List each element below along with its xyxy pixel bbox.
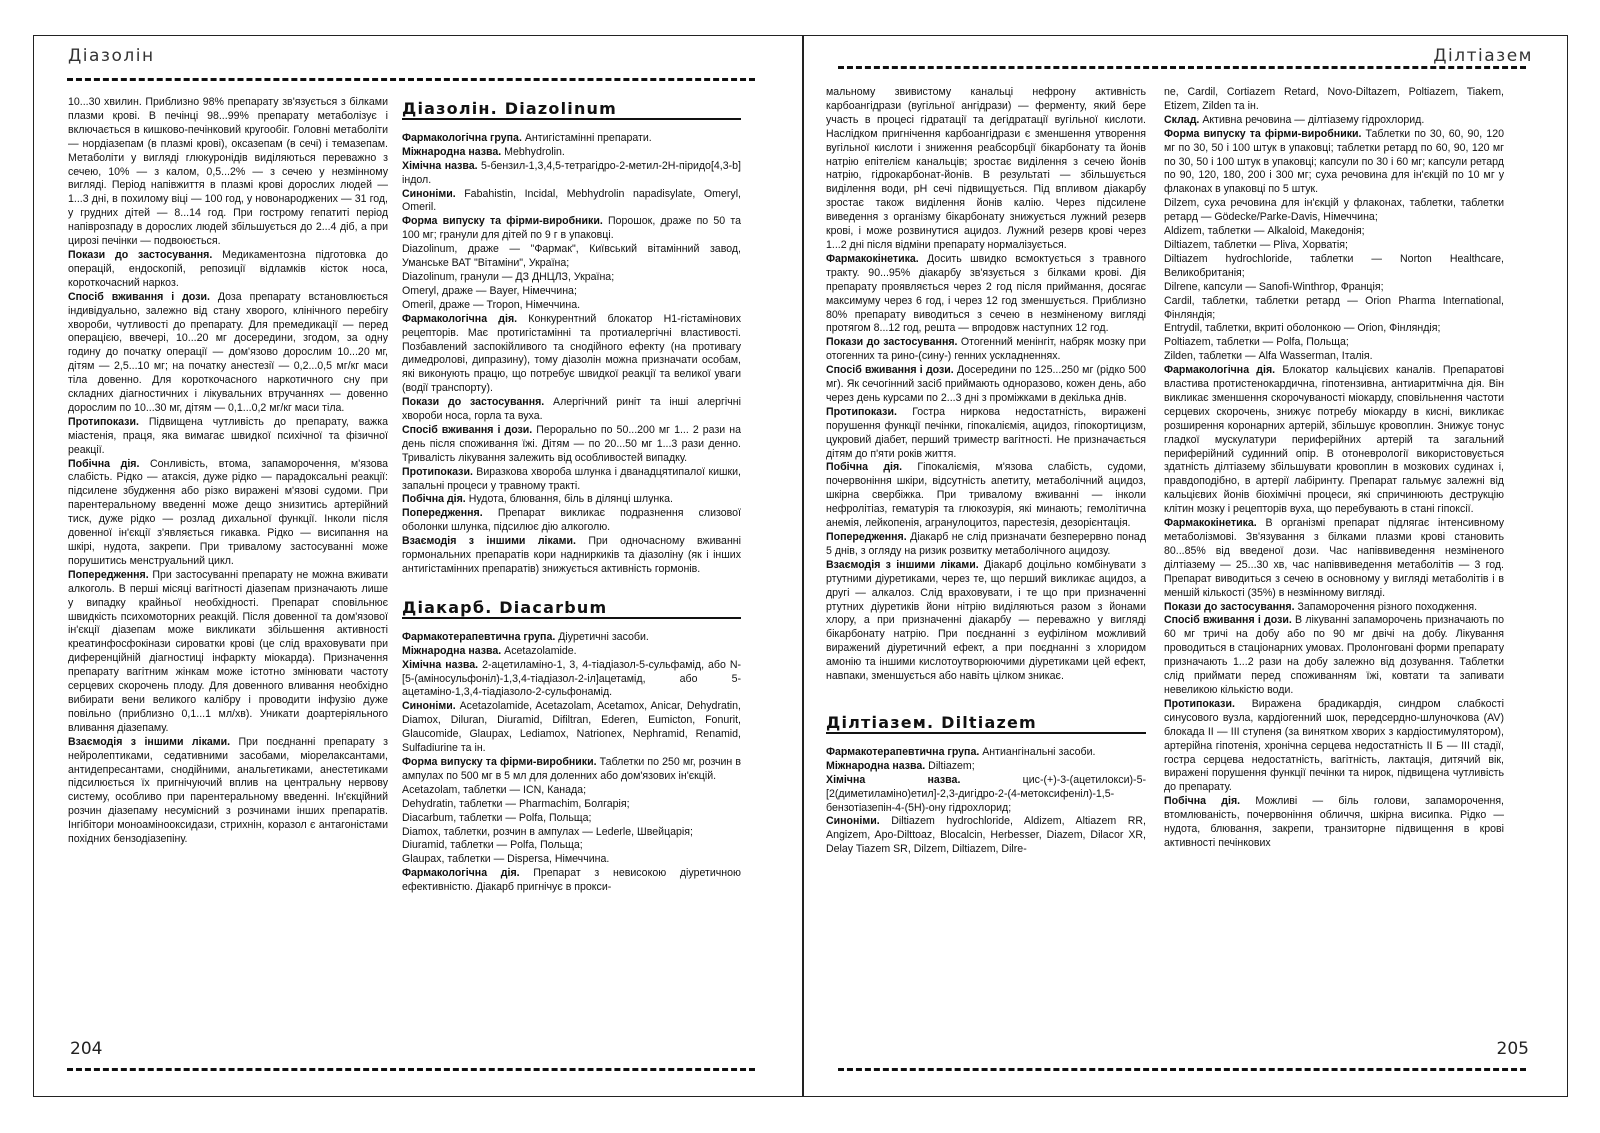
section-text: Виразкова хвороба шлунка і дванадцятипалої кишки, запальні процеси у травному тракті. — [402, 465, 741, 492]
section-text: цис-(+)-3-(ацетилокси)-5-[2(диметиламіно)етил]-2,3-дигідро-2-(4-метоксифеніл)-1,5-бензотіазепін-4-(5Н)-ону гідрохлорид; — [826, 773, 1146, 814]
section-text: Перорально по 50...200 мг 1... 2 рази на день після споживання їжі. Дітям — по 20...50 мг 1...3 рази денно. Тривалість лікування залежить від особливостей випадку. — [402, 423, 742, 464]
paragraph — [826, 531, 1146, 559]
paragraph — [826, 746, 1146, 760]
paragraph — [402, 784, 741, 798]
drug-title-diacarb: Діакарб. Diacarbum — [402, 597, 608, 617]
section-label: Попередження. — [68, 568, 149, 581]
section-text: Діуретичні засоби. — [555, 630, 649, 643]
paragraph — [1164, 295, 1504, 323]
section-text: Zilden, таблетки — Alfa Wasserman, Італія. — [1164, 350, 1373, 363]
section-text: Diacarbum, таблетки — Polfa, Польща; — [402, 811, 592, 824]
paragraph — [402, 756, 741, 784]
section-text: Acetazolamide, Acetazolam, Acetamox, Anicar, Dehydratin, Diamox, Diluran, Diuramid, Difiltran, Ederen, Eumicton, Fonurit, Glaucomide, Glaupax, Lediamox, Natrionex, Nephramid, Renamid, Sulfadiurine та ін. — [402, 700, 741, 755]
header-rule — [67, 78, 755, 81]
section-label: Синоніми. — [402, 187, 456, 200]
section-label: Фармакокінетика. — [1164, 517, 1257, 530]
section-label: Побічна дія. — [68, 457, 140, 470]
section-text: 2-ацетиламіно-1, 3, 4-тіадіазол-5-сульфамід, або N-[5-(аміносульфоніл)-1,3,4-тіадіазол-2-іл]ацетамід, або 5-ацетаміно-1,3,4-тіадіазоло-2-сульфонамід. — [402, 658, 741, 699]
paragraph — [402, 160, 741, 188]
paragraph — [1164, 517, 1504, 600]
paragraph — [68, 458, 388, 569]
section-label: Спосіб вживання і дози. — [826, 364, 954, 377]
right-column-2 — [1164, 86, 1504, 851]
paragraph — [402, 631, 741, 645]
paragraph — [402, 535, 741, 577]
paragraph — [1164, 86, 1504, 114]
right-column-1 — [826, 86, 1146, 857]
section-text: Dilzem, суха речовина для ін'єкцій у флаконах, таблетки, таблетки ретард — Gödecke/Parke-Davis, Німеччина; — [1164, 197, 1504, 224]
section-label: Спосіб вживання і дози. — [402, 423, 533, 436]
section-text: Diltiazem, таблетки — Pliva, Хорватія; — [1164, 238, 1348, 251]
paragraph — [402, 285, 741, 299]
paragraph — [826, 336, 1146, 364]
section-text: Алергічний риніт та інші алергічні хвороби носа, горла та вуха. — [402, 396, 742, 423]
section-label: Міжнародна назва. — [402, 644, 502, 657]
paragraph — [1164, 128, 1504, 198]
section-text: Препарат викликає подразнення слизової оболонки шлунка, підсилює дію алкоголю. — [402, 507, 741, 534]
section-text: Diltiazem hydrochloride, таблетки — Norton Healthcare, Великобританія; — [1164, 252, 1504, 279]
paragraph — [402, 867, 741, 895]
section-text: При поєднанні препарату з нейролептиками, седативними засобами, міорелаксантами, антидепресантами, снодійними, анальгетиками, анестетиками підсилюється їх пригнічуючий вплив на центральну нервову систему, особливо при парентеральному введенні. Ін'єкційний розчин діазепаму несумісний з розчинами інших препаратів. Інгібітори моноамінооксидази, стрихнін, коразол є антагоністами похідних бензодіазепіну. — [68, 735, 388, 846]
section-text: Poltiazem, таблетки — Polfa, Польща; — [1164, 336, 1349, 349]
paragraph — [402, 188, 741, 216]
section-label: Протипокази. — [402, 465, 473, 478]
section-label: Синоніми. — [402, 700, 456, 713]
section-text: Cardil, таблетки, таблетки ретард — Orion Pharma International, Фінляндія; — [1164, 294, 1504, 321]
paragraph — [402, 798, 741, 812]
paragraph — [68, 291, 388, 416]
paragraph — [402, 812, 741, 826]
paragraph — [402, 271, 741, 285]
paragraph — [826, 86, 1146, 253]
drug-entry-diazolin — [402, 132, 741, 577]
drug-entry-diacarb — [402, 631, 741, 895]
section-label: Покази до застосування. — [1164, 600, 1295, 613]
section-text: Діакарб не слід призначати безперервно понад 5 днів, з огляду на ризик розвитку метаболічного ацидозу. — [826, 531, 1146, 557]
paragraph — [68, 249, 388, 291]
paragraph — [1164, 253, 1504, 281]
paragraph — [826, 815, 1146, 857]
page-number: 204 — [70, 1039, 103, 1059]
paragraph — [826, 364, 1146, 406]
paragraph — [402, 507, 741, 535]
paragraph — [402, 645, 741, 659]
footer-rule — [67, 1068, 755, 1071]
section-text: Diamox, таблетки, розчин в ампулах — Lederle, Швейцарія; — [402, 825, 693, 838]
section-text: Запаморочення різного походження. — [1294, 600, 1478, 613]
section-text: Можливі — біль голови, запаморочення, втомлюваність, почервоніння обличчя, шкірна висипка. Рідко — нудота, блювання, закрепи, транзиторне підвищення в крові активності печінкових — [1164, 795, 1504, 849]
section-label: Покази до застосування. — [68, 248, 213, 261]
paragraph — [826, 559, 1146, 684]
right-page — [803, 35, 1568, 1097]
section-text: Порошок, драже по 50 та 100 мг; гранули для дітей по 9 г в упаковці. — [402, 215, 741, 242]
section-label: Хімічна назва. — [402, 159, 478, 172]
section-text: Aldizem, таблетки — Alkaloid, Македонія; — [1164, 225, 1365, 238]
section-label: Хімічна назва. — [402, 658, 479, 671]
paragraph — [402, 493, 741, 507]
header-rule — [838, 66, 1526, 69]
section-text: Diuramid, таблетки — Polfa, Польща; — [402, 839, 583, 852]
section-text: Блокатор кальцієвих каналів. Препаратові властива протистенокардична, гіпотензивна, антиаритмічна дія. Він викликає зменшення скорочуваності міокарду, сповільнення частоти серцевих скорочень, знижує потребу міокарду в кисні, викликає розширення коронарних артерій, збільшує кровоплин. Знижує тонус гладкої мускулатури периферійних артерій та загальний периферійний судинний опір. В отоневрології використовується здатність ділтіазему збільшувати кровоплин в мозкових судинах і, правдоподібно, в артерії лабіринту. Препарат гальмує залежні від кальцієвих йонів біохімічні процеси, які спричинюють деструкцію клітин мозку і рецепторів вуха, що перебувають в стані гіпоксії. — [1164, 364, 1504, 516]
section-text: Досередини по 125...250 мг (рідко 500 мг). Як сечогінний засіб приймають одноразово, кожен день, або через день курсами по 2...3 дні з проміжками в декілька днів. — [826, 364, 1147, 404]
section-label: Склад. — [1164, 113, 1200, 126]
section-text: Mebhydrolin. — [501, 145, 565, 158]
paragraph — [1164, 336, 1504, 350]
section-label: Форма випуску та фірми-виробники. — [1164, 127, 1362, 140]
left-column-1 — [68, 96, 388, 847]
section-label: Фармакологічна дія. — [1164, 364, 1276, 377]
section-text: Acetazolamide. — [501, 644, 577, 657]
section-text: Отогенний менінгіт, набряк мозку при отогенних та рино-(сину-) генних ускладненнях. — [826, 336, 1147, 363]
section-text: Diazolinum, гранули — ДЗ ДНЦЛЗ, Україна; — [402, 270, 615, 283]
section-label: Попередження. — [826, 531, 907, 543]
paragraph — [402, 424, 741, 466]
section-text: Таблетки по 250 мг, розчин в ампулах по 500 мг в 5 мл для доленних або дом'язових ін'єкцій. — [402, 755, 741, 782]
section-text: ne, Cardil, Cortiazem Retard, Novo-Diltazem, Poltiazem, Tiakem, Etizem, Zilden та ін. — [1164, 86, 1504, 112]
paragraph — [402, 299, 741, 313]
paragraph — [1164, 114, 1504, 128]
paragraph — [1164, 350, 1504, 364]
paragraph — [1164, 601, 1504, 615]
section-text: Сонливість, втома, запаморочення, м'язова слабість. Рідко — атаксія, дуже рідко — парадоксальні реакції: підсилене збудження або різко виражені м'язові судоми. При парентеральному введенні може дещо знизитись артерійний тиск, дуже рідко — розлад дихальної функції. Інколи після довенної ін'єкції з'являється гикавка. Рідко — висипання на шкірі, нудота, закрепи. При тривалому застосуванні може порушитись менструальний цикл. — [68, 457, 388, 567]
section-label: Побічна дія. — [402, 493, 466, 506]
drug-entry-diacarb-continued — [826, 86, 1146, 684]
section-text: Досить швидко всмоктується з травного тракту. 90...95% діакарбу зв'язується з білками крові. Дія препарату проявляється через 2 год після приймання, досягає максимуму через 6 год, і через 12 год зменшується. Приблизно 80% препарату виводиться з сечею в незміненому вигляді протягом 8...12 год, решта — впродовж наступних 12 год. — [826, 252, 1146, 335]
section-label: Фармакокінетика. — [826, 252, 919, 265]
paragraph — [68, 96, 388, 249]
paragraph — [402, 839, 741, 853]
paragraph — [68, 569, 388, 736]
section-text: 10...30 хвилин. Приблизно 98% препарату зв'язується з білками плазми крові. В печінці 98...99% препарату метаболізує і включається в кишково-печінковий кругообіг. Головні метаболіти — нордіазепам (в плазмі крові), оксазепам (в сечі) і темазепам. Метаболіти у вигляді глюкуронідів виділяються переважно з сечею, 10% — з калом, 0,5...2% — з сечею у незмінному вигляді. Період напівжиття в плазмі крові дорослих людей — 1...3 дні, в похилому віці — 100 год, у новонароджених — 31 год, у грудних дітей — 8...14 год. При гострому гепатиті період напіврозпаду в дорослих людей збільшується до 2...4 діб, а при цирозі печінки — подвоюється. — [68, 96, 388, 248]
running-head: Ділтіазем — [1433, 46, 1533, 66]
paragraph — [68, 736, 388, 847]
section-text: Препарат з невисокою діуретичною ефективністю. Діакарб пригнічує в прокси- — [402, 867, 741, 894]
drug-title-diltiazem: Ділтіазем. Diltiazem — [826, 712, 1037, 732]
section-text: Dehydratin, таблетки — Pharmachim, Болгарія; — [402, 797, 630, 810]
paragraph — [826, 406, 1146, 462]
section-text: Таблетки по 30, 60, 90, 120 мг по 30, 50 і 100 штук в упаковці; таблетки ретард по 60, 90, 120 мг по 30, 50 і 100 штук в упаковці; капсули по 30 і 60 мг; капсули ретард по 90, 120, 180, 200 і 300 мг; суха речовина для ін'єкцій по 10 мг у флаконах в упаковці по 5 штук. — [1164, 127, 1504, 196]
section-text: Підвищена чутливість до препарату, важка міастенія, праця, яка вимагає швидкої психічної та фізичної реакції. — [68, 415, 388, 456]
section-text: Entrydil, таблетки, вкриті оболонкою — Orion, Фінляндія; — [1164, 322, 1441, 335]
section-text: мальному звивистому канальці нефрону активність карбоангідрази (вугільної ангідрази) — ферменту, який бере участь в процесі гідратації та дегідратації вугільної кислоти. Наслідком пригнічення карбоангідрази є зменшення утворення вугільної кислоти і зниження реабсорбції бікарбонату та йонів натрію епітелієм канальців; зростає виділення з сечею йонів натрію, гідрокарбонат-йонів. В результаті — збільшується виділення води, рН сечі підвищується. Під впливом діакарбу зростає також виділення йонів калію. Через підсилене виведення з організму бікарбонату знижується лужний резерв крові, і може розвинутися ацидоз. Лужний резерв крові через 1...2 дні після відміни препарату нормалізується. — [826, 86, 1146, 251]
paragraph — [1164, 281, 1504, 295]
section-text: Антигістамінні препарати. — [521, 131, 652, 144]
section-label: Спосіб вживання і дози. — [1164, 614, 1292, 627]
paragraph — [402, 215, 741, 243]
section-label: Протипокази. — [1164, 697, 1235, 710]
paragraph — [402, 132, 741, 146]
section-label: Побічна дія. — [1164, 795, 1241, 808]
section-label: Побічна дія. — [826, 461, 903, 474]
running-head: Діазолін — [68, 46, 155, 66]
paragraph — [402, 313, 741, 396]
section-text: Acetazolam, таблетки — ICN, Канада; — [402, 783, 587, 796]
section-text: Антиангінальні засоби. — [979, 745, 1096, 758]
paragraph — [1164, 322, 1504, 336]
section-text: Гіпокаліємія, м'язова слабість, судоми, почервоніння шкіри, відсутність апетиту, метаболічний ацидоз, шкірна свербіжка. При тривалому вживанні — інколи нефролітіаз, гематурія та глюкозурія, які минають; гемолітична анемія, лейкопенія, агранулоцитоз, парестезія, дезорієнтація. — [826, 461, 1146, 530]
section-label: Фармакотерапевтична група. — [826, 745, 980, 758]
section-label: Фармакотерапевтична група. — [402, 630, 556, 643]
paragraph — [402, 396, 741, 424]
section-text: При одночасному вживанні гормональних препаратів кори надниркиків та діазоліну (як і інших антигістамінних препаратів) знижується активність гормонів. — [402, 535, 741, 575]
section-text: Активна речовина — ділтіазему гідрохлорид. — [1199, 113, 1425, 126]
paragraph — [1164, 364, 1504, 517]
section-label: Фармакологічна дія. — [402, 312, 518, 325]
paragraph — [826, 461, 1146, 531]
paragraph — [402, 853, 741, 867]
section-label: Хімічна назва. — [826, 773, 961, 786]
title-rule — [402, 617, 741, 619]
section-text: Гостра ниркова недостатність, виражені порушення функції печінки, гіпокаліємія, ацидоз, гіпокортицизм, цукровий діабет, перший триместр вагітності. Не призначається дітям до п'яти років життя. — [826, 405, 1146, 460]
paragraph — [402, 700, 741, 756]
paragraph — [402, 243, 741, 271]
section-label: Форма випуску та фірми-виробники. — [402, 215, 603, 228]
paragraph — [1164, 197, 1504, 225]
paragraph — [68, 416, 388, 458]
title-rule — [826, 732, 1146, 734]
section-text: Діакарб доцільно комбінувати з ртутними діуретиками, через те, що перший викликає ацидоз, а другі — алкалоз. Слід враховувати, і те що при призначенні ртутних діуретиків йони нітрію виділяються разом з йонами хлору, а при призначенні діакарбу — переважно у вигляді бікарбонату натрію. При поєднанні з еуфіліном можливий виражений діуретичний ефект, а при поєднанні з хлоридом амонію та іншими кислотоутворюючими діуретиками цей ефект, навпаки, зменшується або навіть цілком зникає. — [826, 558, 1146, 683]
paragraph — [1164, 239, 1504, 253]
drug-title-diazolin: Діазолін. Diazolinum — [402, 99, 618, 118]
paragraph — [402, 826, 741, 840]
section-text: В організмі препарат підлягає інтенсивному метаболізмові. Зв'язування з білками плазми крові становить 80...85% від введеної дози. Час напіввиведення незміненого ділтіазему — 25...30 хв, час напіввиведення метаболітів — 3 год. Препарат виводиться з сечею в основному у вигляді метаболітів і в меншій кількості (35%) в незмінному вигляді. — [1164, 517, 1504, 599]
section-text: Dilrene, капсули — Sanofi-Winthrop, Франція; — [1164, 280, 1384, 293]
section-label: Міжнародна назва. — [402, 145, 502, 158]
paragraph — [1164, 614, 1504, 697]
section-label: Покази до застосування. — [402, 396, 545, 409]
section-text: Omeryl, драже — Bayer, Німеччина; — [402, 284, 577, 297]
section-label: Взаємодія з іншими ліками. — [402, 535, 576, 548]
section-text: Diazolinum, драже — "Фармак", Київський вітамінний завод, Уманське ВАТ "Вітаміни", Україна; — [402, 243, 741, 270]
paragraph — [1164, 698, 1504, 795]
left-column-2 — [402, 96, 741, 895]
paragraph — [826, 253, 1146, 336]
section-label: Форма випуску та фірми-виробники. — [402, 755, 597, 768]
section-text: В лікуванні запаморочень призначають по 60 мг тричі на добу або по 90 мг двічі на добу. Лікування проводиться в стаціонарних умовах. Пролонговані форми препарату призначають 1...2 рази на добу залежно від дозування. Таблетки слід приймати перед споживанням їжі, ковтати та запивати невеликою кількістю води. — [1164, 614, 1504, 696]
section-label: Взаємодія з іншими ліками. — [826, 558, 979, 571]
left-page — [33, 35, 803, 1097]
section-label: Покази до застосування. — [826, 336, 958, 349]
section-label: Попередження. — [402, 507, 483, 520]
title-rule — [402, 118, 741, 120]
paragraph — [1164, 225, 1504, 239]
section-text: Доза препарату встановлюється індивідуально, залежно від стану хворого, клінічного перебігу хвороби, чутливості до препарату. Для премедикації — перед операцією, ввечері, 10...20 мг досередини, згодом, за одну годину до початку операції — дом'язово дорослим 10...20 мг, дітям — 2,5...10 мг; на початку анестезії — 0,2...0,5 мг/кг маси тіла довенно. Для короткочасного наркотичного сну при складних діагностичних і лікувальних втручаннях — довенно дорослим по 10...30 мг, дітям — 0,1...0,2 мг/кг маси тіла. — [68, 290, 388, 414]
paragraph — [826, 774, 1146, 816]
section-label: Протипокази. — [826, 405, 897, 418]
section-label: Міжнародна назва. — [826, 759, 926, 772]
section-text: Медикаментозна підготовка до операцій, ендоскопій, репозиції відламків кісток носа, короткочасний наркоз. — [68, 248, 388, 289]
page-number: 205 — [1496, 1039, 1529, 1059]
section-text: 5-бензил-1,3,4,5-тетрагідро-2-метил-2Н-піридо[4,3-b] індол. — [402, 159, 741, 186]
section-text: Omeril, драже — Tropon, Німеччина. — [402, 298, 581, 311]
section-label: Фармакологічна група. — [402, 131, 522, 144]
section-text: Glaupax, таблетки — Dispersa, Німеччина. — [402, 853, 610, 866]
section-label: Взаємодія з іншими ліками. — [68, 735, 231, 748]
section-label: Фармакологічна дія. — [402, 867, 520, 880]
section-text: Diltiazem hydrochloride, Aldizem, Altiazem RR, Angizem, Apo-Dilttoaz, Blocalcin, Herbesser, Diazem, Dilacor XR, Delay Tiazem SR, Dilzem, Diltiazem, Dilre- — [826, 815, 1146, 856]
section-text: Diltiazem; — [925, 759, 975, 772]
paragraph — [826, 760, 1146, 774]
paragraph — [402, 659, 741, 701]
paragraph — [402, 466, 741, 494]
section-text: Fabahistin, Incidal, Mebhydrolin napadisylate, Omeryl, Omeril. — [402, 187, 741, 214]
footer-rule — [838, 1068, 1526, 1071]
section-label: Синоніми. — [826, 815, 880, 828]
section-text: Виражена брадикардія, синдром слабкості синусового вузла, кардіогенний шок, передсердно-шлуночкова (AV) блокада II — III ступеня (за винятком хворих з кардіостимулятором), артерійна гіпотенія, хронічна серцева недостатність II Б — III стадії, гостра серцева недостатність, вагітність, лактація, дитячий вік, виражені порушення функції печінки та нирок, підвищена чутливість до препарату. — [1164, 697, 1504, 794]
drug-entry-diltiazem — [826, 746, 1146, 857]
section-label: Спосіб вживання і дози. — [68, 290, 210, 303]
section-text: Нудота, блювання, біль в ділянці шлунка. — [465, 493, 673, 506]
paragraph — [402, 146, 741, 160]
section-text: При застосуванні препарату не можна вживати алкоголь. В перші місяці вагітності діазепам призначають лише у випадку крайньої необхідності. Препарат сповільнює швидкість психомоторних реакцій. Після довенної та дом'язової ін'єкції діазепам може викликати збільшення активності креатинфосфокінази сироватки крові (це слід враховувати при диференційній діагностиці інфаркту міокарда). Призначення препарату вагітним жінкам може істотно змінювати частоту серцевих скорочень плоду. Для довенного вливання необхідно вибирати вени великого калібру і проводити інфузію дуже повільно (приблизно 0,1...1 мл/хв). Уникати доартеріяльного вливання діазепаму. — [68, 568, 388, 734]
section-text: Конкурентний блокатор H1-гістамінових рецепторів. Має протигістамінні та протиалергічні властивості. Позбавлений заспокійливого та снодійного ефекту (на противагу димедролові, дипразину), тому діазолін можна призначати особам, які виконують працю, що потребує швидкої реакції та великої уваги (водії транспорту). — [402, 312, 741, 395]
section-label: Протипокази. — [68, 415, 139, 428]
paragraph — [1164, 795, 1504, 851]
